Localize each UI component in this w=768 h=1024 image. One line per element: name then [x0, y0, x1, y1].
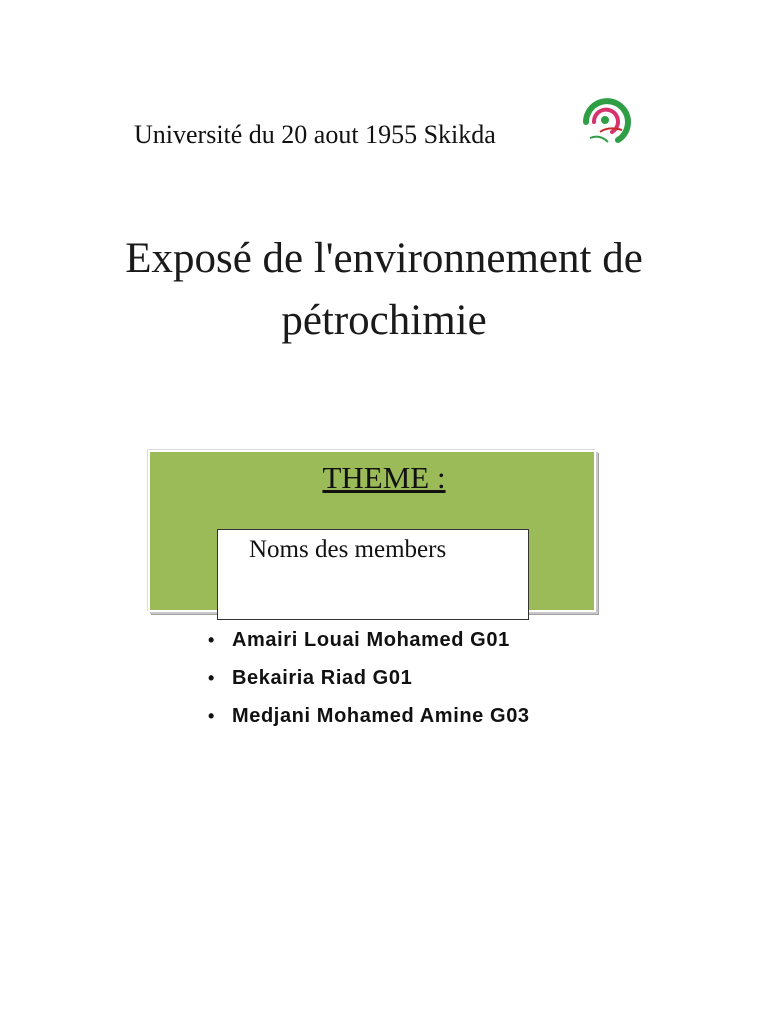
- members-list: [208, 626, 530, 740]
- theme-label: THEME :: [322, 460, 446, 495]
- university-logo-icon: [578, 92, 636, 150]
- title-line-1: Exposé de l'environnement de: [125, 235, 643, 282]
- member-name: Medjani Mohamed Amine G03: [232, 705, 530, 727]
- bullet-icon: •: [208, 630, 215, 650]
- member-name: Amairi Louai Mohamed G01: [232, 629, 510, 651]
- list-item: [208, 702, 530, 740]
- title-line-2: pétrochimie: [281, 297, 487, 344]
- list-item: [208, 664, 530, 702]
- bullet-icon: •: [208, 706, 215, 726]
- university-name: Université du 20 aout 1955 Skikda: [134, 120, 496, 149]
- member-name: Bekairia Riad G01: [232, 667, 413, 689]
- bullet-icon: •: [208, 668, 215, 688]
- list-item: [208, 626, 530, 664]
- members-title: Noms des members: [249, 536, 447, 563]
- document-title: [60, 228, 708, 352]
